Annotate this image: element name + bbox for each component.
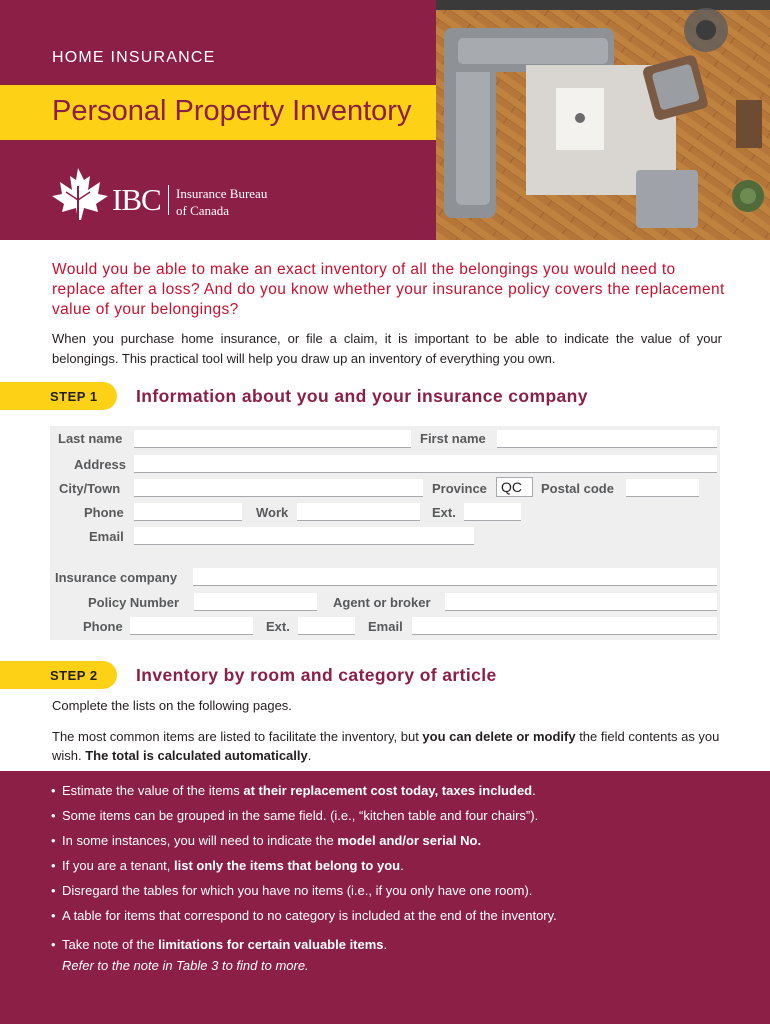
tip-item (51, 937, 751, 952)
email-label: Email (89, 529, 124, 544)
tip-tail: . (383, 937, 388, 952)
logo-mark: IBC (112, 182, 161, 217)
step2-instruction: Complete the lists on the following pages. (52, 698, 292, 713)
tip-emphasis: at their replacement cost today, taxes included (243, 783, 533, 798)
step2-explanation-part-e: . (307, 748, 312, 763)
ext-field[interactable] (464, 503, 521, 521)
policy-number-label: Policy Number (88, 595, 180, 610)
tip-item (51, 883, 751, 898)
first-name-label: First name (420, 431, 486, 446)
tip-text: Disregard the tables for which you have no items (i.e., if you only have one room). (62, 883, 533, 898)
tips-panel (0, 771, 770, 1024)
postal-code-label: Postal code (541, 481, 614, 496)
city-field[interactable] (134, 479, 423, 497)
address-field[interactable] (134, 455, 717, 473)
province-label: Province (432, 481, 487, 496)
step2-explanation (52, 727, 724, 765)
tip-item (51, 908, 751, 923)
tip-emphasis: limitations for certain valuable items (158, 937, 384, 952)
tip-tail: . (400, 858, 404, 873)
step2-explanation-emphasis-2: The total is calculated automatically (85, 748, 308, 763)
insurer-ext-field[interactable] (298, 617, 355, 635)
tips-note: Refer to the note in Table 3 to find to more. (62, 958, 309, 973)
header-banner (0, 0, 770, 240)
intro-question: Would you be able to make an exact inventory of all the belongings you would need to replace after a loss? And do you know whether your insurance policy covers the replacement value of your belongings? (52, 261, 725, 318)
tip-text: Take note of the (62, 937, 159, 952)
tip-item (51, 783, 751, 798)
tip-text: A table for items that correspond to no category is included at the end of the inventory. (62, 908, 557, 923)
agent-label: Agent or broker (333, 595, 431, 610)
tip-item (51, 858, 751, 873)
tip-item (51, 833, 751, 848)
page-title: Personal Property Inventory (52, 95, 412, 127)
city-label: City/Town (59, 481, 121, 496)
step2-tab-label: STEP 2 (50, 668, 98, 683)
postal-code-field[interactable] (626, 479, 699, 497)
insurer-email-field[interactable] (412, 617, 717, 635)
agent-field[interactable] (445, 593, 717, 611)
step1-form (50, 426, 720, 640)
step2-explanation-emphasis-1: you can delete or modify (422, 729, 576, 744)
step2-tab (0, 661, 117, 689)
work-label: Work (256, 505, 289, 520)
last-name-label: Last name (58, 431, 123, 446)
first-name-field[interactable] (497, 430, 717, 448)
tip-text: If you are a tenant, (62, 858, 175, 873)
maple-leaf-icon (48, 166, 110, 222)
bullet-icon: • (51, 883, 56, 898)
tip-emphasis: list only the items that belong to you (174, 858, 401, 873)
bullet-icon: • (51, 783, 56, 798)
bullet-icon: • (51, 858, 56, 873)
province-field[interactable]: QC (496, 477, 533, 497)
bullet-icon: • (51, 908, 56, 923)
step2-explanation-part-c: the field contents as you wish. (52, 729, 720, 763)
tip-text: Some items can be grouped in the same field. (i.e., “kitchen table and four chairs”). (62, 808, 539, 823)
bullet-icon: • (51, 808, 56, 823)
logo-divider (168, 185, 169, 215)
address-label: Address (74, 457, 127, 472)
tip-emphasis: model and/or serial No. (337, 833, 482, 848)
living-room-illustration (436, 0, 770, 240)
logo-line-1: Insurance Bureau (176, 186, 268, 201)
step1-title: Information about you and your insurance company (136, 386, 588, 406)
living-room-photo (436, 0, 770, 240)
tip-tail: . (532, 783, 536, 798)
insurer-phone-field[interactable] (130, 617, 253, 635)
ibc-logo (48, 166, 278, 222)
step1-tab-label: STEP 1 (50, 389, 98, 404)
kicker: HOME INSURANCE (52, 49, 216, 66)
bullet-icon: • (51, 833, 56, 848)
insurer-ext-label: Ext. (266, 619, 290, 634)
tip-item (51, 808, 751, 823)
policy-number-field[interactable] (194, 593, 317, 611)
intro-paragraph: When you purchase home insurance, or file a claim, it is important to be able to indicate the value of your belongings. This practical tool will help you draw up an inventory of everything you own. (52, 331, 722, 366)
insurer-email-label: Email (368, 619, 403, 634)
phone-field[interactable] (134, 503, 242, 521)
step2-explanation-part-a: The most common items are listed to facilitate the inventory, but (52, 729, 423, 744)
work-phone-field[interactable] (297, 503, 420, 521)
logo-line-2: of Canada (176, 203, 230, 218)
last-name-field[interactable] (134, 430, 411, 448)
title-band (0, 85, 473, 140)
ext-label: Ext. (432, 505, 456, 520)
insurer-phone-label: Phone (83, 619, 123, 634)
tip-text: Estimate the value of the items (62, 783, 244, 798)
insurance-company-field[interactable] (193, 568, 717, 586)
insurance-company-label: Insurance company (55, 570, 178, 585)
step1-tab (0, 382, 117, 410)
phone-label: Phone (84, 505, 124, 520)
bullet-icon: • (51, 937, 56, 952)
email-field[interactable] (134, 527, 474, 545)
step2-title: Inventory by room and category of article (136, 665, 497, 685)
tip-text: In some instances, you will need to indicate the (62, 833, 338, 848)
